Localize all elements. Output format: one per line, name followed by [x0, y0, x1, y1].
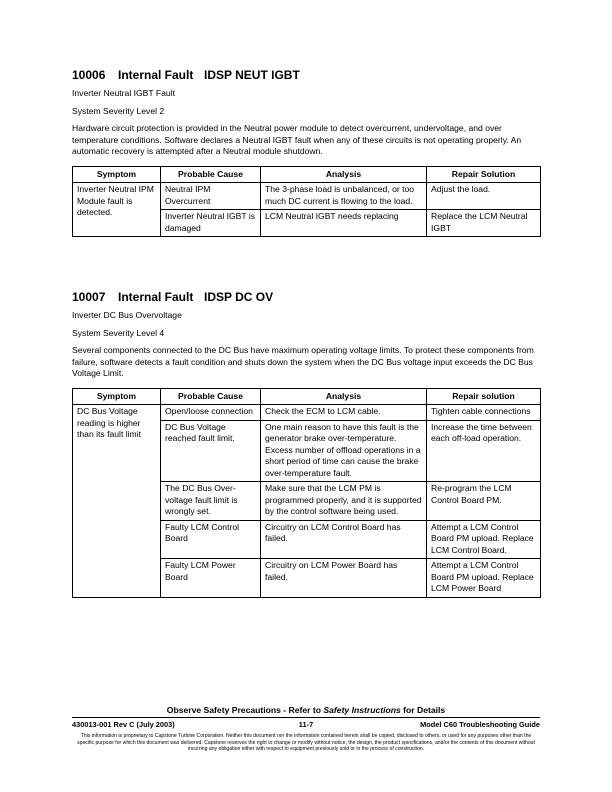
cause-cell: Open/loose connection	[161, 405, 261, 421]
header-repair-solution: Repair solution	[427, 388, 541, 405]
cause-cell: Inverter Neutral IGBT is damaged	[161, 210, 261, 237]
troubleshooting-table	[72, 388, 541, 598]
doc-title: Model C60 Troubleshooting Guide	[420, 720, 540, 729]
header-analysis: Analysis	[261, 166, 427, 183]
analysis-cell: Circuitry on LCM Control Board has failed.	[261, 520, 427, 559]
safety-suffix: for Details	[400, 705, 446, 715]
header-repair-solution: Repair Solution	[427, 166, 541, 183]
cause-cell: The DC Bus Over-voltage fault limit is wrongly set.	[161, 482, 261, 521]
header-probable-cause: Probable Cause	[161, 166, 261, 183]
symptom-cell: DC Bus Voltage reading is higher than its fault limit	[73, 405, 161, 598]
fault-section-10007	[72, 290, 540, 598]
analysis-cell: LCM Neutral IGBT needs replacing	[261, 210, 427, 237]
safety-prefix: Observe Safety Precautions - Refer to	[166, 705, 324, 715]
header-probable-cause: Probable Cause	[161, 388, 261, 405]
header-symptom: Symptom	[73, 388, 161, 405]
table-row	[73, 183, 541, 210]
cause-cell: DC Bus Voltage reached fault limit.	[161, 420, 261, 482]
symptom-cell: Inverter Neutral IPM Module fault is detected.	[73, 183, 161, 237]
fault-section-10006	[72, 68, 540, 237]
fault-code: 10006	[72, 68, 106, 82]
fault-subtitle: Inverter DC Bus Overvoltage	[72, 310, 182, 320]
fault-subtitle: Inverter Neutral IGBT Fault	[72, 88, 176, 98]
table-header-row	[73, 388, 541, 405]
disclaimer: This information is proprietary to Capstone Turbine Corporation. Neither this document nor the information contained herein shall be copied, disclosed to others, or used for any purposes other than the specific purpose for which this document was delivered. Capstone reserves the right to change or modify without notice, the design, the product specifications, and/or the contents of this document without incurring any obligation either with respect to equipment previously sold or in the process of construction.	[77, 733, 535, 753]
repair-cell: Increase the time between each off-load operation.	[427, 420, 541, 482]
fault-type: Internal Fault	[118, 290, 194, 304]
analysis-cell: Make sure that the LCM PM is programmed properly, and it is supported by the control software being used.	[261, 482, 427, 521]
repair-cell: Replace the LCM Neutral IGBT	[427, 210, 541, 237]
fault-type: Internal Fault	[118, 68, 194, 82]
footer-divider	[72, 717, 540, 718]
page-number: 11-7	[298, 720, 314, 729]
fault-name: IDSP DC OV	[204, 290, 274, 304]
fault-description: Several components connected to the DC Bus have maximum operating voltage limits. To protect these components from failure, software detects a fault condition and shuts down the system when the DC Bus voltage input exceeds the DC Bus Voltage Limit.	[72, 345, 534, 378]
doc-number: 430013-001 Rev C (July 2003)	[72, 720, 175, 729]
header-symptom: Symptom	[73, 166, 161, 183]
table-header-row	[73, 166, 541, 183]
repair-cell: Adjust the load.	[427, 183, 541, 210]
repair-cell: Attempt a LCM Control Board PM upload. Replace LCM Power Board	[427, 559, 541, 598]
fault-code: 10007	[72, 290, 106, 304]
safety-notice	[0, 705, 612, 715]
analysis-cell: Circuitry on LCM Power Board has failed.	[261, 559, 427, 598]
cause-cell: Faulty LCM Power Board	[161, 559, 261, 598]
analysis-cell: Check the ECM to LCM cable.	[261, 405, 427, 421]
fault-severity: System Severity Level 2	[72, 105, 165, 116]
repair-cell: Re-program the LCM Control Board PM.	[427, 482, 541, 521]
analysis-cell: One main reason to have this fault is the generator brake over-temperature. Excess number of offload operations in a short period of time can cause the brake over-temperature fault.	[261, 420, 427, 482]
repair-cell: Attempt a LCM Control Board PM upload. Replace LCM Control Board.	[427, 520, 541, 559]
fault-heading	[72, 290, 540, 304]
table-row	[73, 405, 541, 421]
cause-cell: Faulty LCM Control Board	[161, 520, 261, 559]
repair-cell: Tighten cable connections	[427, 405, 541, 421]
fault-heading	[72, 68, 540, 82]
header-analysis: Analysis	[261, 388, 427, 405]
fault-name: IDSP NEUT IGBT	[204, 68, 300, 82]
analysis-cell: The 3-phase load is unbalanced, or too much DC current is flowing to the load.	[261, 183, 427, 210]
safety-emphasis: Safety Instructions	[323, 705, 401, 715]
troubleshooting-table	[72, 166, 541, 238]
fault-description: Hardware circuit protection is provided in the Neutral power module to detect overcurrent, undervoltage, and over temperature conditions. Software declares a Neutral IGBT fault when any of these circuits is not operating properly. An automatic recovery is attempted after a Neutral module shutdown.	[72, 123, 522, 156]
fault-severity: System Severity Level 4	[72, 327, 165, 338]
cause-cell: Neutral IPM Overcurrent	[161, 183, 261, 210]
